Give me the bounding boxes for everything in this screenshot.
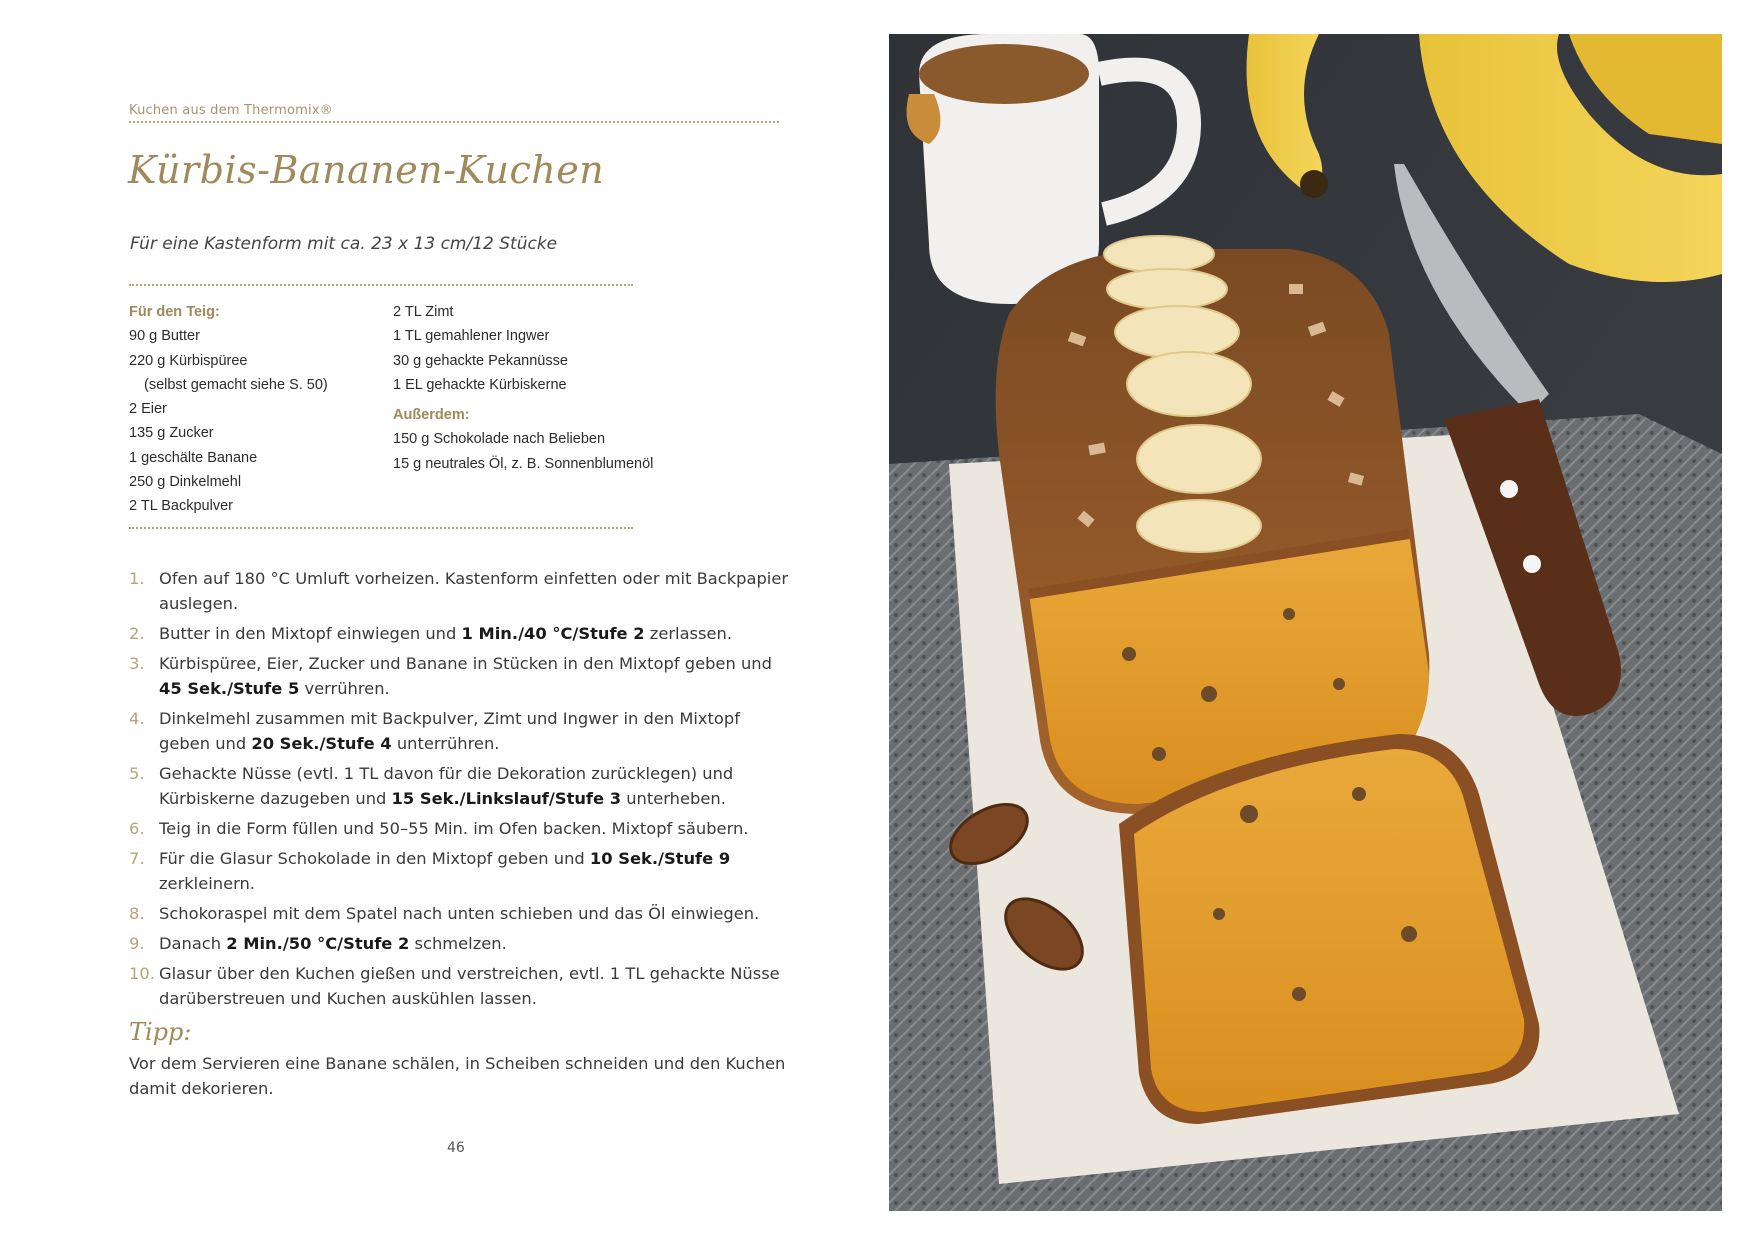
- step-setting: 15 Sek./Linkslauf/Stufe 3: [391, 789, 622, 808]
- ingredients-column-2: [393, 300, 663, 476]
- step-number: 5.: [129, 764, 145, 783]
- ingredient-item: 220 g Kürbispüree: [129, 352, 248, 369]
- ingredient-item: 2 Eier: [129, 401, 167, 418]
- cake-slice: [1119, 734, 1539, 1124]
- step-number: 1.: [129, 569, 145, 588]
- divider: [129, 121, 779, 123]
- ingredient-item: 135 g Zucker: [129, 425, 214, 442]
- step-text: Schokoraspel mit dem Spatel nach unten schieben und das Öl einwiegen.: [159, 904, 760, 923]
- loaf-cake: [996, 236, 1430, 814]
- instruction-list: [129, 566, 789, 1016]
- tip-label: Tipp:: [129, 1018, 192, 1046]
- instruction-step: [129, 846, 789, 896]
- step-number: 8.: [129, 904, 145, 923]
- ingredient-item: 2 TL Backpulver: [129, 498, 233, 515]
- instruction-step: [129, 566, 789, 616]
- ingredients-heading: Außerdem:: [393, 407, 470, 424]
- step-text: Glasur über den Kuchen gießen und verstreichen, evtl. 1 TL gehackte Nüsse darüberstreuen und Kuchen auskühlen lassen.: [159, 964, 780, 1008]
- step-text: Für die Glasur Schokolade in den Mixtopf geben und: [159, 849, 590, 868]
- ingredients-heading: Für den Teig:: [129, 304, 220, 320]
- instruction-step: [129, 816, 789, 841]
- ingredient-item: 150 g Schokolade nach Belieben: [393, 431, 606, 448]
- ingredient-note: (selbst gemacht siehe S. 50): [144, 376, 328, 393]
- step-setting: 10 Sek./Stufe 9: [589, 849, 731, 868]
- divider: [129, 284, 633, 286]
- ingredient-item: 1 geschälte Banane: [129, 449, 258, 466]
- step-text: Kürbispüree, Eier, Zucker und Banane in Stücken in den Mixtopf geben und: [159, 654, 772, 673]
- step-text: Teig in die Form füllen und 50–55 Min. im Ofen backen. Mixtopf säubern.: [159, 819, 749, 838]
- instruction-step: [129, 621, 789, 646]
- instruction-step: [129, 651, 789, 701]
- ingredient-item: 250 g Dinkelmehl: [129, 474, 242, 491]
- instruction-step: [129, 961, 789, 1011]
- step-number: 7.: [129, 849, 145, 868]
- cake-photo-illustration: [889, 34, 1722, 1211]
- step-text: Ofen auf 180 °C Umluft vorheizen. Kastenform einfetten oder mit Backpapier auslegen.: [159, 569, 789, 613]
- ingredient-item: 30 g gehackte Pekannüsse: [393, 352, 568, 369]
- ingredient-item: 1 EL gehackte Kürbiskerne: [393, 376, 567, 393]
- step-text: Butter in den Mixtopf einwiegen und: [159, 624, 462, 643]
- instruction-step: [129, 706, 789, 756]
- cake-photo: [889, 34, 1722, 1211]
- step-text: zerlassen.: [644, 624, 733, 643]
- step-text: Danach: [159, 934, 227, 953]
- instruction-step: [129, 931, 789, 956]
- step-text: unterrühren.: [391, 734, 500, 753]
- ingredient-item: 2 TL Zimt: [393, 304, 454, 320]
- instruction-step: [129, 761, 789, 811]
- step-setting: 45 Sek./Stufe 5: [159, 679, 300, 698]
- step-text: Gehackte Nüsse (evtl. 1 TL davon für die Dekoration zurücklegen) und Kürbiskerne dazugeben und: [159, 764, 734, 808]
- step-text: Dinkelmehl zusammen mit Backpulver, Zimt und Ingwer in den Mixtopf geben und: [159, 709, 740, 753]
- step-number: 9.: [129, 934, 145, 953]
- recipe-title: Kürbis-Bananen-Kuchen: [128, 148, 605, 192]
- step-number: 6.: [129, 819, 145, 838]
- step-number: 3.: [129, 654, 145, 673]
- step-text: schmelzen.: [409, 934, 507, 953]
- step-setting: 20 Sek./Stufe 4: [251, 734, 392, 753]
- running-head: Kuchen aus dem Thermomix®: [129, 103, 333, 118]
- step-text: zerkleinern.: [159, 874, 255, 893]
- ingredient-item: 90 g Butter: [129, 328, 200, 345]
- step-setting: 1 Min./40 °C/Stufe 2: [461, 624, 645, 643]
- step-number: 4.: [129, 709, 145, 728]
- page-number: 46: [447, 1140, 465, 1156]
- instruction-step: [129, 901, 789, 926]
- step-number: 2.: [129, 624, 145, 643]
- recipe-subtitle: Für eine Kastenform mit ca. 23 x 13 cm/12 Stücke: [130, 234, 558, 254]
- tip-text: Vor dem Servieren eine Banane schälen, in Scheiben schneiden und den Kuchen damit dekorieren.: [129, 1054, 786, 1098]
- step-text: unterheben.: [621, 789, 726, 808]
- step-number: 10.: [129, 964, 155, 983]
- ingredient-item: 15 g neutrales Öl, z. B. Sonnenblumenöl: [393, 455, 654, 472]
- step-text: verrühren.: [299, 679, 390, 698]
- divider: [129, 527, 633, 529]
- ingredient-item: 1 TL gemahlener Ingwer: [393, 328, 550, 345]
- ingredients-column-1: [129, 300, 379, 519]
- step-setting: 2 Min./50 °C/Stufe 2: [226, 934, 410, 953]
